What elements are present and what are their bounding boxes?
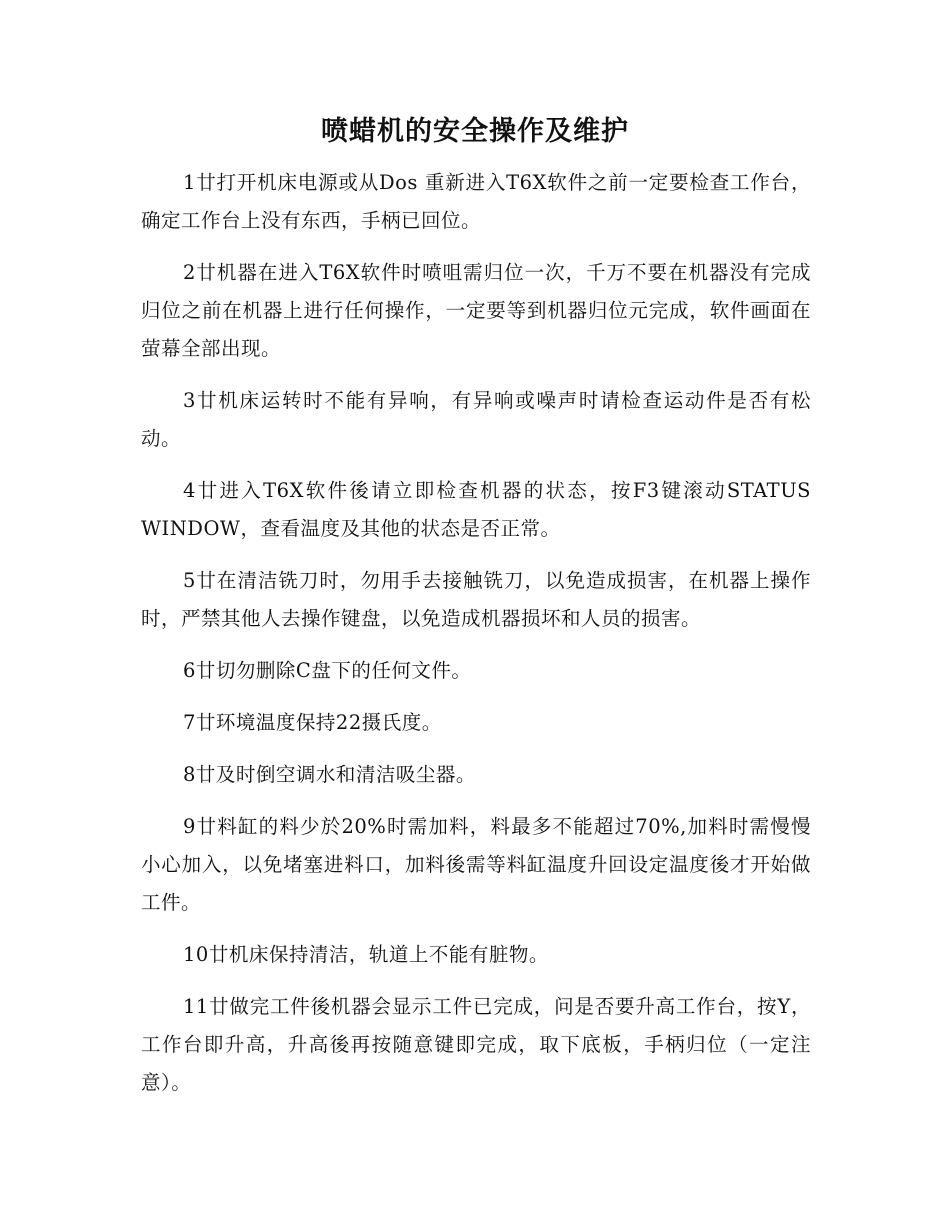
paragraph-8: 8廿及时倒空调水和清洁吸尘器。 (183, 763, 476, 786)
paragraph-1: 1廿打开机床电源或从Dos 重新进入T6X软件之前一定要检查工作台，确定工作台上没有东西，手柄已回位。 (141, 171, 811, 232)
paragraph-9: 9廿料缸的料少於20%时需加料，料最多不能超过70%,加料时需慢慢小心加入，以免堵塞进料口，加料後需等料缸温度升回设定温度後才开始做工件。 (141, 815, 811, 914)
document-title: 喷蜡机的安全操作及维护 (321, 116, 629, 147)
paragraph-10: 10廿机床保持清洁，轨道上不能有脏物。 (183, 943, 549, 966)
paragraph-2: 2廿机器在进入T6X软件时喷咀需归位一次，千万不要在机器没有完成归位之前在机器上进行任何操作，一定要等到机器归位元完成，软件画面在萤幕全部出现。 (141, 261, 811, 360)
paragraph-7: 7廿环境温度保持22摄氏度。 (183, 711, 442, 734)
document-body (141, 164, 811, 1116)
paragraph-3: 3廿机床运转时不能有异响，有异响或噪声时请检查运动件是否有松动。 (141, 389, 811, 450)
paragraph-5: 5廿在清洁铣刀时，勿用手去接触铣刀，以免造成损害，在机器上操作时，严禁其他人去操作键盘，以免造成机器损坏和人员的损害。 (141, 569, 811, 630)
paragraph-6: 6廿切勿删除C盘下的任何文件。 (183, 659, 472, 682)
paragraph-11: 11廿做完工件後机器会显示工件已完成，问是否要升高工作台，按Y，工作台即升高，升高後再按随意键即完成，取下底板，手柄归位（一定注意）。 (141, 995, 811, 1094)
paragraph-4: 4廿进入T6X软件後请立即检查机器的状态，按F3键滚动STATUS WINDOW，查看温度及其他的状态是否正常。 (141, 479, 811, 540)
